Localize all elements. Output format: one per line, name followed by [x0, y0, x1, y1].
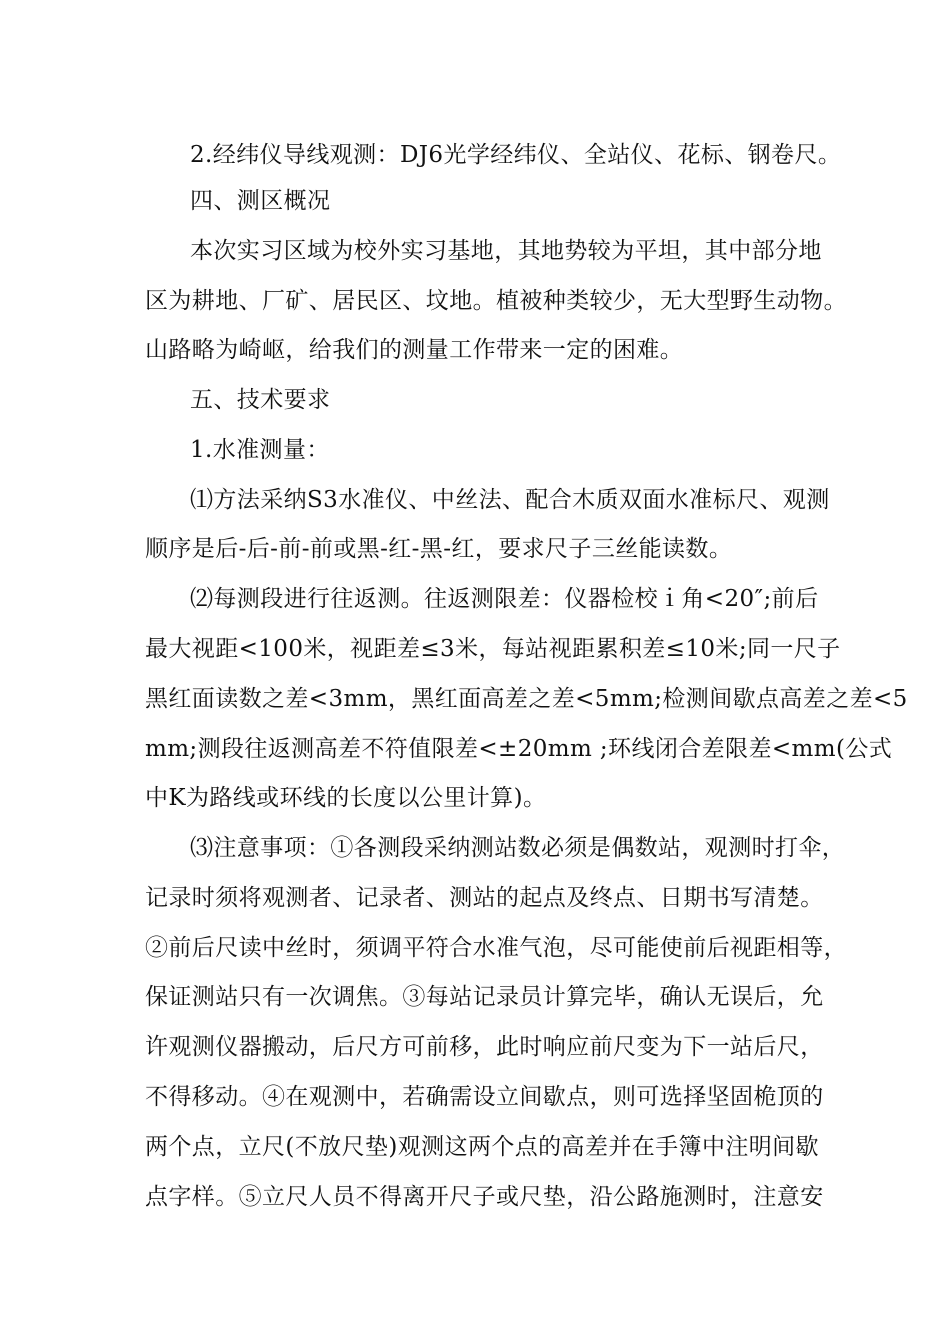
text-line: 许观测仪器搬动，后尺方可前移，此时响应前尺变为下一站后尺， [145, 1034, 824, 1060]
text-line: 两个点，立尺(不放尺垫)观测这两个点的高差并在手簿中注明间歇 [145, 1134, 819, 1160]
text-line: 本次实习区域为校外实习基地，其地势较为平坦，其中部分地 [190, 238, 822, 264]
subsection-heading: 1.水准测量： [190, 437, 330, 463]
text-line: 顺序是后-后-前-前或黑-红-黑-红，要求尺子三丝能读数。 [145, 536, 733, 562]
text-line: mm;测段往返测高差不符值限差<±20mm ;环线闭合差限差<mm(公式 [145, 736, 893, 762]
section-heading: 四、测区概况 [190, 188, 331, 214]
text-line: 保证测站只有一次调焦。③每站记录员计算完毕，确认无误后，允 [145, 984, 824, 1010]
text-line: 黑红面读数之差<3mm，黑红面高差之差<5mm;检测间歇点高差之差<5 [145, 686, 908, 712]
text-line: 不得移动。④在观测中，若确需设立间歇点，则可选择坚固桅顶的 [145, 1084, 824, 1110]
text-line: ⑵每测段进行往返测。往返测限差：仪器检校ｉ角<20″;前后 [190, 586, 819, 612]
text-line: ⑴方法采纳S3水准仪、中丝法、配合木质双面水准标尺、观测 [190, 487, 830, 513]
text-line: 2.经纬仪导线观测：DJ6光学经纬仪、全站仪、花标、钢卷尺。 [190, 142, 842, 168]
section-heading: 五、技术要求 [190, 387, 331, 413]
text-line: ②前后尺读中丝时，须调平符合水准气泡，尽可能使前后视距相等， [145, 935, 847, 961]
text-line: 最大视距<100米，视距差≤3米，每站视距累积差≤10米;同一尺子 [145, 636, 841, 662]
text-line: 记录时须将观测者、记录者、测站的起点及终点、日期书写清楚。 [145, 885, 824, 911]
text-line: 点字样。⑤立尺人员不得离开尺子或尺垫，沿公路施测时，注意安 [145, 1184, 824, 1210]
text-line: 山路略为崎岖，给我们的测量工作带来一定的困难。 [145, 337, 684, 363]
text-line: ⑶注意事项：①各测段采纳测站数必须是偶数站，观测时打伞， [190, 835, 846, 861]
text-line: 区为耕地、厂矿、居民区、坟地。植被种类较少，无大型野生动物。 [145, 288, 847, 314]
text-line: 中K为路线或环线的长度以公里计算)。 [145, 785, 547, 811]
